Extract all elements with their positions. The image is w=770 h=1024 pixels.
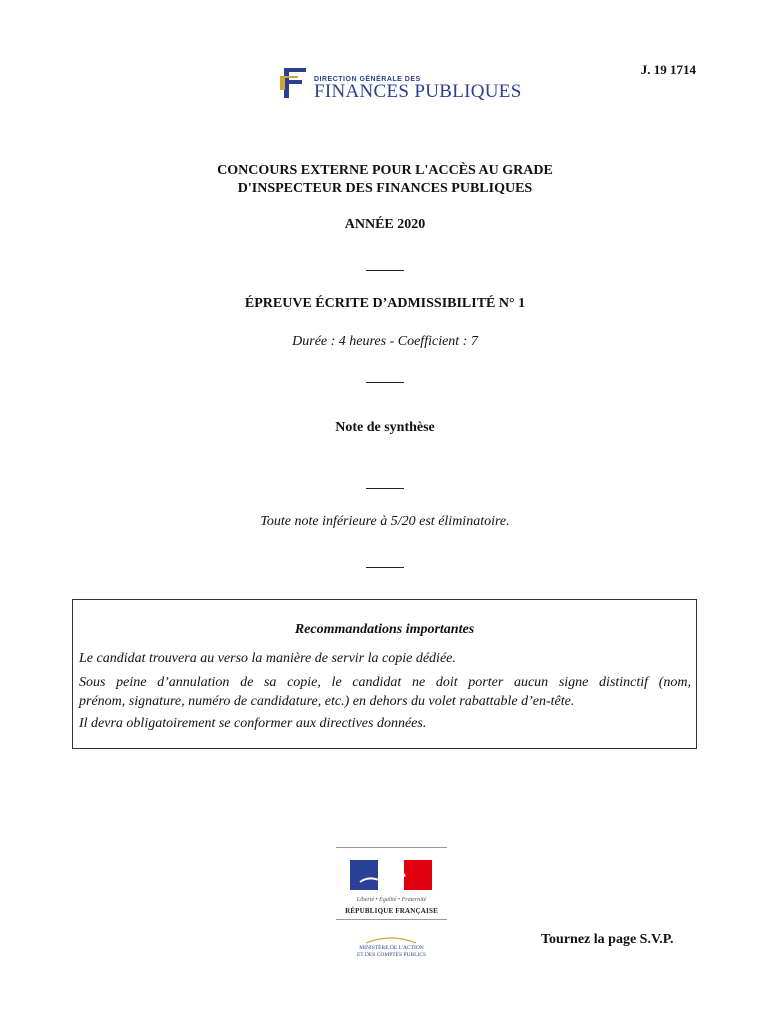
ministry-name	[336, 945, 447, 959]
republic-motto: Liberté • Égalité • Fraternité	[356, 897, 427, 903]
marianne-flag-icon	[336, 852, 447, 896]
divider	[366, 270, 404, 271]
recommendation-line: Il devra obligatoirement se conformer aux directives données.	[79, 716, 427, 731]
recommendation-line: Sous peine d’annulation de sa copie, le candidat ne doit porter aucun signe distinctif (nom,	[79, 675, 691, 690]
ministry-arc-icon	[336, 933, 447, 945]
duration-coefficient: Durée : 4 heures - Coefficient : 7	[292, 334, 478, 349]
emblem-middle-rule	[336, 919, 447, 920]
exam-title-line2: D'INSPECTEUR DES FINANCES PUBLIQUES	[237, 181, 533, 196]
logo-line2: FINANCES PUBLIQUES	[314, 81, 522, 102]
recommendations-title: Recommandations importantes	[294, 622, 475, 637]
exam-title-line1: CONCOURS EXTERNE POUR L'ACCÈS AU GRADE	[217, 163, 553, 178]
epreuve-title: ÉPREUVE ÉCRITE D’ADMISSIBILITÉ N° 1	[244, 296, 526, 311]
logo-line1: DIRECTION GÉNÉRALE DES	[314, 76, 421, 83]
ministry-line1: MINISTÈRE DE L'ACTION	[359, 945, 424, 951]
divider	[366, 567, 404, 568]
republique-francaise-emblem	[336, 847, 447, 983]
ministry-line2: ET DES COMPTES PUBLICS	[356, 952, 427, 958]
recommendation-line: prénom, signature, numéro de candidature, etc.) en dehors du volet rabattable d’en-tête.	[79, 694, 575, 709]
exam-title	[0, 162, 770, 198]
subject-title: Note de synthèse	[335, 420, 435, 435]
divider	[366, 382, 404, 383]
exam-year: ANNÉE 2020	[344, 217, 426, 232]
dgfip-f-icon	[276, 64, 312, 100]
recommendation-line: Le candidat trouvera au verso la manière de servir la copie dédiée.	[79, 651, 456, 666]
eliminatory-note: Toute note inférieure à 5/20 est éliminatoire.	[260, 514, 510, 529]
emblem-top-rule	[336, 847, 447, 848]
dgfip-logo	[276, 64, 522, 102]
divider	[366, 488, 404, 489]
recommendations-box	[72, 599, 697, 749]
turn-page-note: Tournez la page S.V.P.	[541, 932, 674, 947]
republic-name: RÉPUBLIQUE FRANÇAISE	[345, 907, 438, 915]
reference-number: J. 19 1714	[640, 62, 696, 77]
